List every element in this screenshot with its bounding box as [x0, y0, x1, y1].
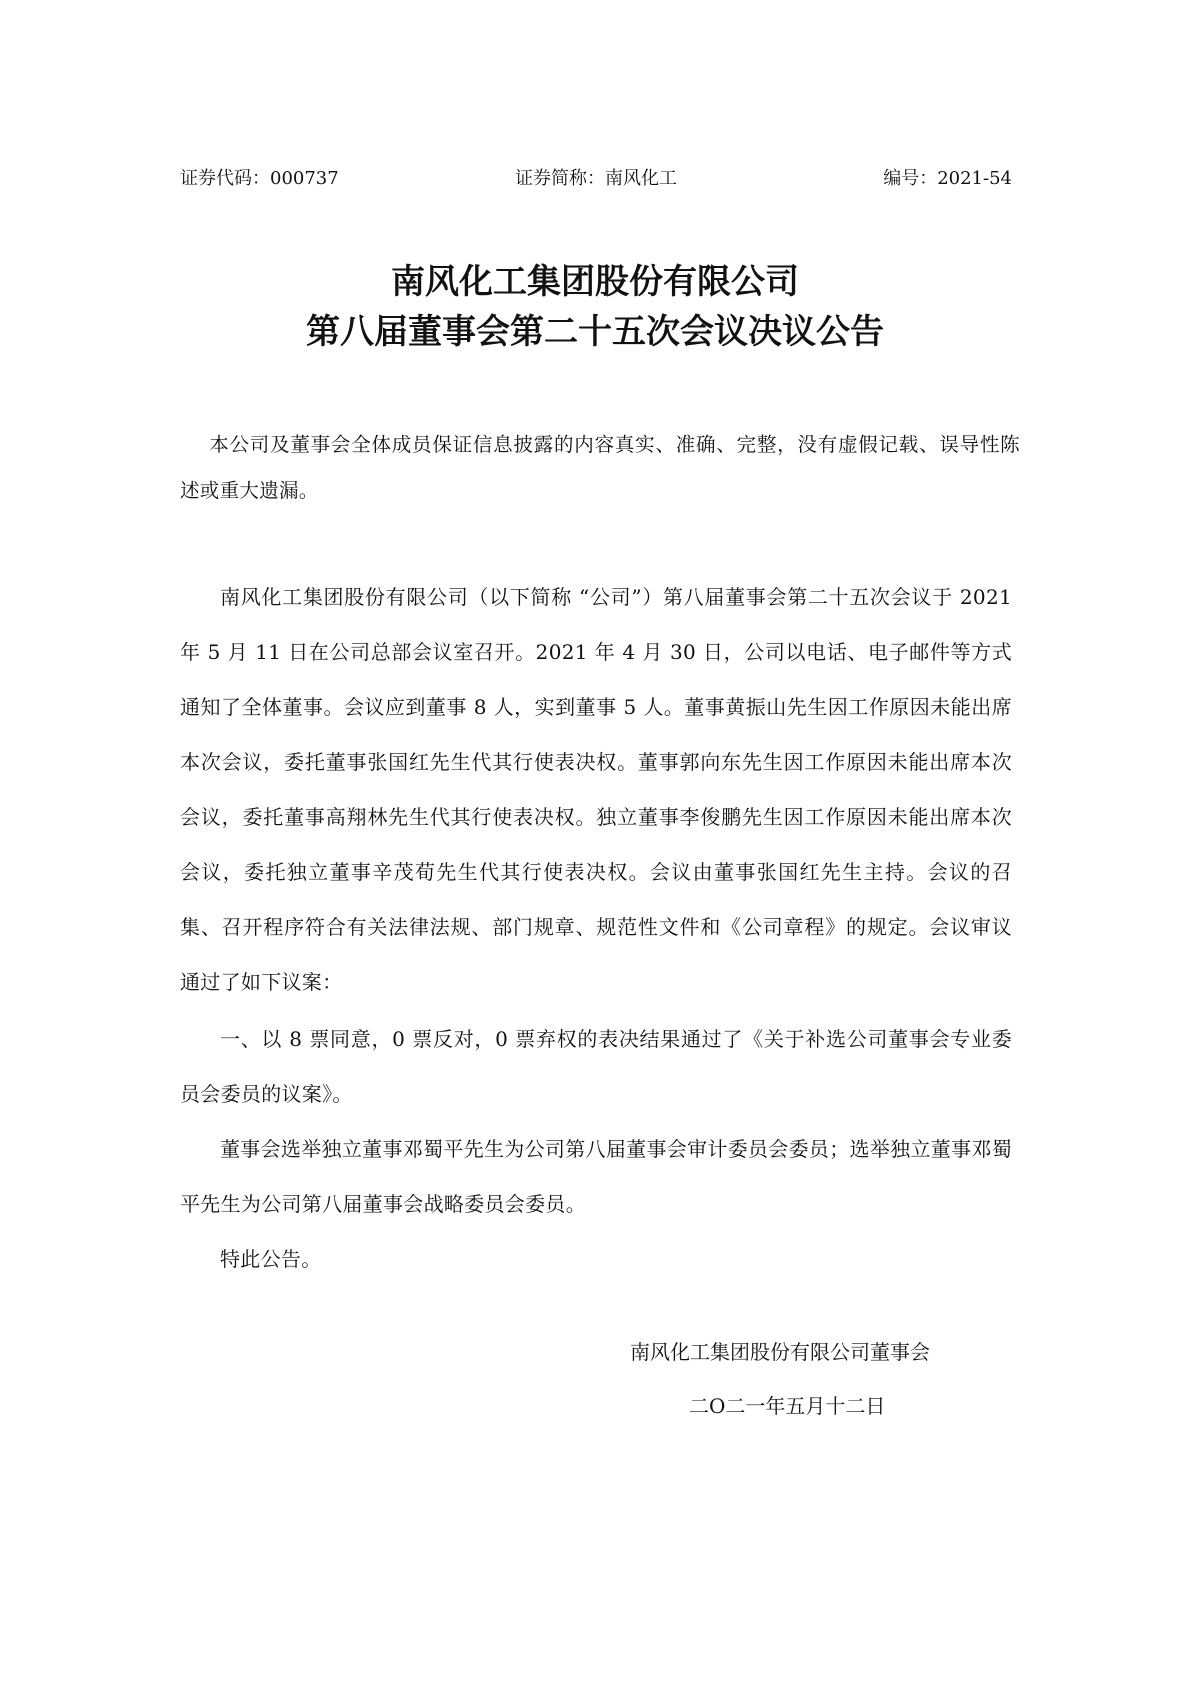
title-company-name: 南风化工集团股份有限公司 — [391, 262, 799, 302]
disclaimer-paragraph: 本公司及董事会全体成员保证信息披露的内容真实、准确、完整，没有虚假记载、误导性陈述或重大遗漏。 — [180, 433, 1020, 502]
election-paragraph: 董事会选举独立董事邓蜀平先生为公司第八届董事会审计委员会委员；选举独立董事邓蜀平先生为公司第八届董事会战略委员会委员。 — [180, 1137, 1012, 1216]
stock-name: 证券简称：南风化工 — [515, 168, 677, 189]
signature-date: 二O二一年五月十二日 — [689, 1394, 886, 1418]
meeting-paragraph: 南风化工集团股份有限公司（以下简称 “公司”）第八届董事会第二十五次会议于 2021 年 5 月 11 日在公司总部会议室召开。2021 年 4 月 30 日，公司以电话、电子邮件等方式通知了全体董事。会议应到董事 8 人，实到董事 5 人。董事黄振山先生因工作原因未能出席本次会议，委托董事张国红先生代其行使表决权。董事郭向东先生因工作原因未能出席本次会议，委托董事高翔林先生代其行使表决权。独立董事李俊鹏先生因工作原因未能出席本次会议，委托独立董事辛茂荀先生代其行使表决权。会议由董事张国红先生主持。会议的召集、召开程序符合有关法律法规、部门规章、规范性文件和《公司章程》的规定。会议审议通过了如下议案： — [180, 585, 1012, 994]
announcement-number: 编号：2021-54 — [883, 168, 1012, 189]
document-header — [180, 164, 1012, 194]
signer-board: 南风化工集团股份有限公司董事会 — [630, 1340, 930, 1364]
title-announcement-subject: 第八届董事会第二十五次会议决议公告 — [306, 312, 884, 352]
stock-code: 证券代码：000737 — [180, 168, 339, 189]
closing-statement: 特此公告。 — [220, 1247, 322, 1271]
resolution-item-1: 一、以 8 票同意，0 票反对，0 票弃权的表决结果通过了《关于补选公司董事会专业委员会委员的议案》。 — [180, 1027, 1012, 1106]
